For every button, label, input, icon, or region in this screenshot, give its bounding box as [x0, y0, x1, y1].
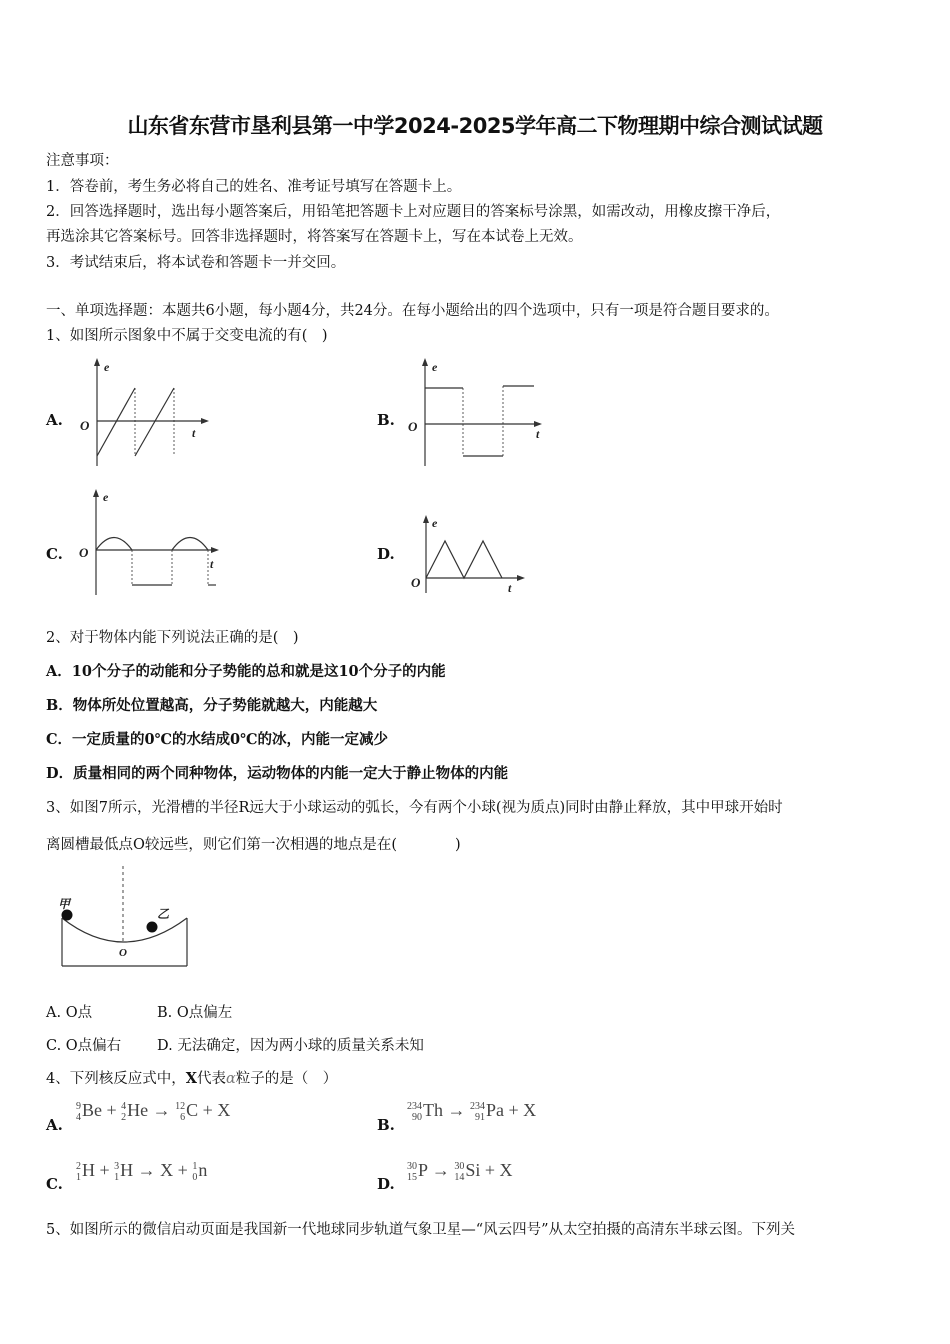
- q4-option-d-equation: [407, 1160, 513, 1183]
- q2-option-c: C．一定质量的0℃的水结成0℃的冰，内能一定减少: [46, 731, 388, 748]
- svg-text:e: e: [432, 516, 438, 530]
- question-4-stem: 4、下列核反应式中，X代表α粒子的是（ ）: [46, 1070, 338, 1087]
- q3-option-a: A. O点: [46, 1005, 93, 1021]
- q4-option-a-equation: [76, 1100, 230, 1123]
- svg-text:O: O: [408, 419, 418, 434]
- isotope-numbers: 4 2: [121, 1100, 127, 1123]
- q1-option-c-label: C.: [46, 545, 63, 563]
- svg-text:t: t: [210, 557, 214, 571]
- equation-operator: + X: [504, 1100, 537, 1120]
- alpha-symbol: α: [226, 1071, 236, 1087]
- notice-item-2: 2．回答选择题时，选出每小题答案后，用铅笔把答题卡上对应题目的答案标号涂黑，如需改动，用橡皮擦干净后，: [46, 204, 781, 220]
- equation-operator: →: [443, 1100, 470, 1120]
- q3-option-b: B. O点偏左: [157, 1005, 233, 1021]
- q1-option-d-label: D.: [377, 545, 395, 563]
- isotope-numbers: 2 1: [76, 1160, 81, 1183]
- svg-text:e: e: [103, 490, 109, 504]
- question-2-stem: 2、对于物体内能下列说法正确的是( ): [46, 630, 299, 646]
- svg-text:t: t: [508, 581, 512, 595]
- isotope-numbers: 1 0: [192, 1160, 198, 1183]
- q2-option-b: B．物体所处位置越高，分子势能就越大，内能越大: [46, 697, 378, 714]
- element-symbol: P: [418, 1160, 428, 1180]
- isotope-numbers: 30 15: [407, 1160, 417, 1183]
- equation-operator: + X: [480, 1160, 513, 1180]
- q4-option-b-equation: [407, 1100, 536, 1123]
- isotope-numbers: 234 91: [470, 1100, 485, 1123]
- svg-text:O: O: [79, 545, 89, 560]
- q3-option-c: C. O点偏右: [46, 1038, 122, 1054]
- notice-item-3: 3．考试结束后，将本试卷和答题卡一并交回。: [46, 255, 346, 271]
- question-3-stem-line2: 离圆槽最低点O较远些，则它们第一次相遇的地点是在( ): [46, 837, 461, 853]
- equation-operator: → X +: [133, 1160, 193, 1180]
- element-symbol: H: [120, 1160, 134, 1180]
- svg-text:甲: 甲: [58, 897, 71, 911]
- q4-option-a-label: A.: [46, 1116, 63, 1134]
- svg-text:O: O: [411, 575, 421, 590]
- q4-option-c-equation: [76, 1160, 207, 1183]
- axis-label-t: t: [192, 426, 196, 440]
- q1-option-b-graph: [404, 358, 549, 470]
- ball-jia-icon: [62, 910, 73, 921]
- element-symbol: He: [127, 1100, 149, 1120]
- svg-text:O: O: [119, 947, 127, 959]
- svg-text:e: e: [432, 360, 438, 374]
- element-symbol: n: [198, 1160, 208, 1180]
- svg-text:t: t: [536, 427, 540, 441]
- notice-heading: 注意事项：: [46, 153, 119, 169]
- element-symbol: H: [82, 1160, 95, 1180]
- q1-option-a-label: A.: [46, 411, 63, 429]
- element-symbol: Pa: [486, 1100, 504, 1120]
- element-symbol: C: [186, 1100, 199, 1120]
- q1-option-d-graph: [408, 515, 533, 595]
- element-symbol: Be: [82, 1100, 102, 1120]
- equation-operator: +: [95, 1160, 115, 1180]
- question-1-stem: 1、如图所示图象中不属于交变电流的有( ): [46, 328, 328, 344]
- svg-text:乙: 乙: [157, 907, 170, 921]
- isotope-numbers: 3 1: [114, 1160, 120, 1183]
- equation-operator: +: [102, 1100, 122, 1120]
- q1-option-b-label: B.: [377, 411, 395, 429]
- isotope-numbers: 234 90: [407, 1100, 422, 1123]
- q1-option-c-graph: [76, 489, 226, 597]
- axis-label-e: e: [104, 360, 110, 374]
- question-3-stem-line1: 3、如图7所示，光滑槽的半径R远大于小球运动的弧长，今有两个小球(视为质点)同时由静止释放，其中甲球开始时: [46, 800, 783, 816]
- q4-option-b-label: B.: [377, 1116, 395, 1134]
- q2-option-a: A．10个分子的动能和分子势能的总和就是这10个分子的内能: [46, 663, 446, 680]
- ball-yi-icon: [147, 922, 158, 933]
- section-heading: 一、单项选择题：本题共6小题，每小题4分，共24分。在每小题给出的四个选项中，只有一项是符合题目要求的。: [46, 303, 779, 319]
- q3-groove-figure: [50, 866, 195, 971]
- element-symbol: Th: [423, 1100, 443, 1120]
- notice-item-2-cont: 再选涂其它答案标号。回答非选择题时，将答案写在答题卡上，写在本试卷上无效。: [46, 229, 583, 245]
- q4-option-c-label: C.: [46, 1175, 63, 1193]
- question-5-stem: 5、如图所示的微信启动页面是我国新一代地球同步轨道气象卫星—“风云四号”从太空拍摄的高清东半球云图。下列关: [46, 1222, 796, 1238]
- notice-item-1: 1．答卷前，考生务必将自己的姓名、准考证号填写在答题卡上。: [46, 179, 462, 195]
- isotope-numbers: 12 6: [175, 1100, 186, 1123]
- element-symbol: Si: [465, 1160, 481, 1180]
- q4-option-d-label: D.: [377, 1175, 395, 1193]
- equation-operator: + X: [198, 1100, 231, 1120]
- q2-option-d: D．质量相同的两个同种物体，运动物体的内能一定大于静止物体的内能: [46, 765, 509, 782]
- q3-option-d: D. 无法确定，因为两小球的质量关系未知: [157, 1038, 424, 1054]
- origin-label: O: [80, 418, 90, 433]
- q1-option-a-graph: [76, 358, 216, 470]
- equation-operator: →: [427, 1160, 455, 1180]
- equation-operator: →: [148, 1100, 176, 1120]
- isotope-numbers: 9 4: [76, 1100, 81, 1123]
- isotope-numbers: 30 14: [454, 1160, 465, 1183]
- page-title: 山东省东营市垦利县第一中学2024-2025学年高二下物理期中综合测试试题: [127, 114, 823, 138]
